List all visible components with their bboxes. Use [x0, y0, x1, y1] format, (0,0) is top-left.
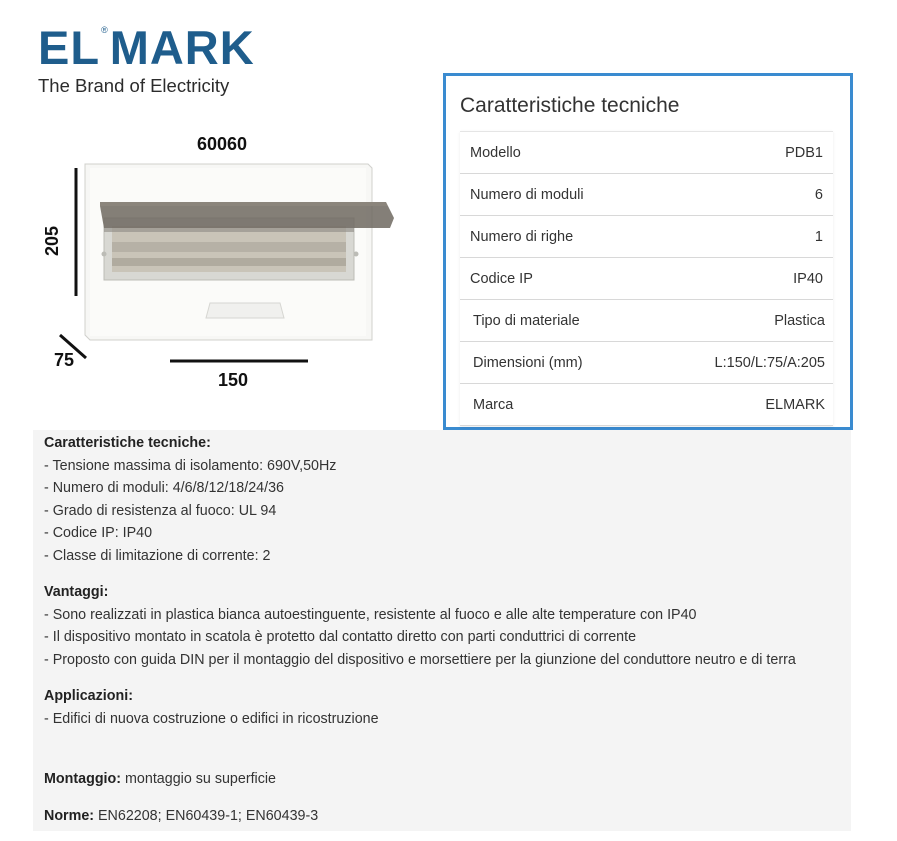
spacer: [44, 671, 851, 685]
spec-value: 6: [650, 174, 833, 216]
norms-value: EN62208; EN60439-1; EN60439-3: [94, 807, 319, 824]
spec-key: Tipo di materiale: [460, 300, 650, 342]
logo-text-mark: MARK: [109, 21, 255, 74]
spacer: [44, 567, 851, 581]
spec-key: Codice IP: [460, 258, 650, 300]
tech-item: - Classe di limitazione di corrente: 2: [44, 547, 271, 564]
spec-row: [460, 132, 833, 174]
spec-value: IP40: [650, 258, 833, 300]
spec-value: Plastica: [650, 300, 833, 342]
tech-item: - Tensione massima di isolamento: 690V,50Hz: [44, 457, 337, 474]
spacer: [44, 791, 851, 805]
dimension-width: 150: [218, 370, 249, 390]
dimension-height: 205: [42, 225, 62, 256]
spec-key: Numero di righe: [460, 216, 650, 258]
spec-value: PDB1: [650, 132, 833, 174]
spec-key: Modello: [460, 132, 650, 174]
spec-value: ELMARK: [650, 384, 833, 426]
mounting-line: [44, 768, 851, 791]
distribution-box-image: [30, 128, 410, 398]
spec-key: Marca: [460, 384, 650, 426]
spec-value: L:150/L:75/A:205: [650, 342, 833, 384]
spec-row: [460, 258, 833, 300]
spec-panel: [443, 73, 853, 430]
spec-row: [460, 300, 833, 342]
spec-key: Dimensioni (mm): [460, 342, 650, 384]
dimension-depth: 75: [54, 350, 75, 370]
brand-tagline: The Brand of Electricity: [38, 75, 230, 96]
advantage-item: - Il dispositivo montato in scatola è protetto dal contatto diretto con parti conduttrici di corrente: [44, 629, 637, 645]
spec-row: [460, 174, 833, 216]
advantage-item: - Proposto con guida DIN per il montaggio del dispositivo e morsettiere per la giunzione del conduttore neutro e di terra: [44, 651, 796, 668]
product-description: [33, 430, 851, 831]
mounting-label: Montaggio:: [44, 771, 122, 787]
logo-text-el: EL: [38, 21, 101, 74]
tech-item: - Numero di moduli: 4/6/8/12/18/24/36: [44, 480, 285, 496]
mounting-value: montaggio su superficie: [121, 771, 277, 787]
spec-row: [460, 216, 833, 258]
tech-item: - Grado di resistenza al fuoco: UL 94: [44, 502, 277, 519]
spec-value: 1: [650, 216, 833, 258]
spacer: [44, 730, 851, 768]
advantage-item: - Sono realizzati in plastica bianca autoestinguente, resistente al fuoco e alle alte temperature con IP40: [44, 606, 697, 623]
norms-line: [44, 805, 851, 828]
spec-table: [460, 131, 833, 426]
brand-logo: [38, 21, 255, 74]
application-item: - Edifici di nuova costruzione o edifici in ricostruzione: [44, 710, 379, 727]
spec-panel-title: Caratteristiche tecniche: [460, 94, 680, 117]
applications-heading: Applicazioni:: [44, 688, 133, 704]
registered-mark: ®: [101, 25, 109, 35]
product-drawing: [30, 128, 410, 398]
norms-label: Norme:: [44, 807, 95, 824]
tech-heading: Caratteristiche tecniche:: [44, 435, 211, 451]
product-code: 60060: [197, 134, 248, 154]
spec-row: [460, 384, 833, 426]
spec-row: [460, 342, 833, 384]
spec-key: Numero di moduli: [460, 174, 650, 216]
advantages-heading: Vantaggi:: [44, 584, 109, 600]
brand-block: [38, 21, 255, 97]
tech-item: - Codice IP: IP40: [44, 525, 153, 541]
